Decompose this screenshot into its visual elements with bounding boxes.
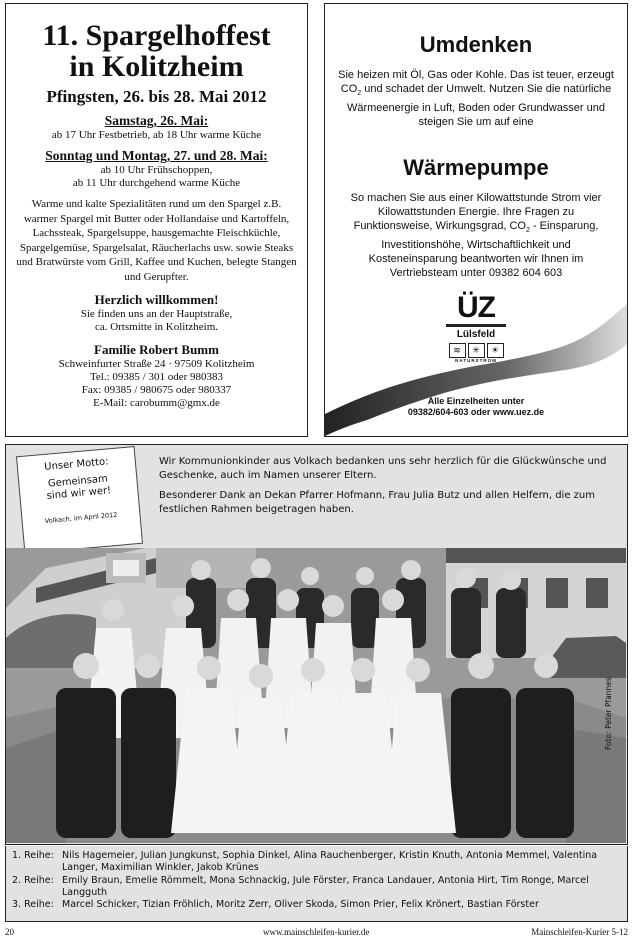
communion-announcement <box>5 444 628 845</box>
issue-label: Mainschleifen-Kurier 5-12 <box>531 927 628 937</box>
list-item: 1. Reihe: Nils Hagemeier, Julian Jungkunst, Sophia Dinkel, Alina Rauchenberger, Kristin Knuth, Antonia Memmel, Valentina Langer, Maximilian Winkler, Jakob Krünes <box>12 850 598 874</box>
family-name: Familie Robert Bumm <box>94 342 219 357</box>
spargelhoffest-ad <box>5 3 308 437</box>
uez-logo-name: Lülsfeld <box>456 329 496 341</box>
event-dates: Pfingsten, 26. bis 28. Mai 2012 <box>46 87 267 106</box>
logo-tagline: NATURSTROM <box>455 358 497 364</box>
uez-logo-mark: ÜZ <box>446 292 506 327</box>
waermepumpe-text: So machen Sie aus einer Kilowattstunde Strom vier Kilowattstunden Energie. Ihre Fragen zu Funktionsweise, Wirkungsgrad, $CO_2$ - Einsparung, Investitionshöhe, Wirtschaftlichkeit und Kosteneinsparung beantworten wir Ihnen im Vertriebsteam unter 09382 604 603 <box>350 192 602 280</box>
photo-credit: Foto: Peter Pfannes <box>604 677 613 750</box>
water-icon: ≋ <box>449 343 466 358</box>
email-address[interactable]: E-Mail: carobumm@gmx.de <box>93 397 220 409</box>
page-footer <box>5 927 628 939</box>
thanks-text <box>159 455 609 523</box>
list-item: 2. Reihe: Emily Braun, Emelie Römmelt, Mona Schnackig, Jule Förster, Franca Landauer, Antonia Hirt, Tim Ronge, Marcel Langguth <box>12 874 589 898</box>
welcome-line1: Sie finden uns an der Hauptstraße, <box>80 308 233 320</box>
waermepumpe-ad <box>324 3 628 437</box>
welcome-heading: Herzlich willkommen! <box>94 292 219 307</box>
umdenken-text: Sie heizen mit Öl, Gas oder Kohle. Das ist teuer, erzeugt $CO_2$ und schadet der Umwelt. Nutzen Sie die natürliche Wärmeenergie in Luft, Boden oder Grundwasser und steigen Sie um auf eine <box>338 69 614 129</box>
motto-text: Gemeinsam sind wir wer! <box>46 473 112 502</box>
telephone: Tel.: 09385 / 301 oder 980383 <box>89 371 224 383</box>
uez-logo <box>446 292 506 363</box>
thanks-paragraph: Wir Kommunionkinder aus Volkach bedanken uns sehr herzlich für die Glückwünsche und Geschenke, auch im Namen unserer Eltern. <box>159 456 607 481</box>
page-number: 20 <box>5 927 14 937</box>
address: Schweinfurter Straße 24 · 97509 Kolitzheim <box>58 358 255 370</box>
special-thanks-paragraph: Besonderer Dank an Dekan Pfarrer Hofmann, Frau Julia Butz und allen Helfern, die zum festlichen Rahmen beigetragen haben. <box>159 490 595 515</box>
logo-icons <box>446 343 506 358</box>
sun-mon-line2: ab 11 Uhr durchgehend warme Küche <box>72 177 241 189</box>
menu-text: Warme und kalte Spezialitäten rund um den Spargel z.B. warmer Spargel mit Butter oder Hollandaise und Kartoffeln, Lachssteak, Spargelsuppe, hausgemachte Fleischküchle, Spargelgemüse, Spargelsalat, Räucherlachs usw. sowie Steaks und Bratwürste vom Grill, Kaffee und Kuchen, belegte Stangen und Gerupfter. <box>16 198 297 283</box>
saturday-text: ab 17 Uhr Festbetrieb, ab 18 Uhr warme Küche <box>51 129 262 141</box>
welcome-line2: ca. Ortsmitte in Kolitzheim. <box>94 321 219 333</box>
motto-note <box>16 446 143 554</box>
sun-icon: ☀ <box>487 343 504 358</box>
ad-title: 11. Spargelhoffest in Kolitzheim <box>42 19 271 83</box>
group-photo <box>6 548 626 843</box>
umdenken-heading: Umdenken <box>419 32 533 57</box>
waermepumpe-heading: Wärmepumpe <box>403 155 549 181</box>
motto-heading: Unser Motto: <box>43 456 109 473</box>
motto-place: Volkach, im April 2012 <box>44 510 118 526</box>
saturday-heading: Samstag, 26. Mai: <box>104 113 209 128</box>
website-link[interactable]: www.mainschleifen-kurier.de <box>263 927 370 937</box>
wind-icon: ✳ <box>468 343 485 358</box>
fax: Fax: 09385 / 980675 oder 980337 <box>81 384 232 396</box>
names-list <box>5 846 628 922</box>
sun-mon-heading: Sonntag und Montag, 27. und 28. Mai: <box>45 148 268 163</box>
contact-link[interactable]: 09382/604-603 oder www.uez.de <box>407 407 545 417</box>
sun-mon-line1: ab 10 Uhr Frühschoppen, <box>100 164 213 176</box>
list-item: 3. Reihe: Marcel Schicker, Tizian Fröhlich, Moritz Zerr, Oliver Skoda, Simon Prier, Felix Krönert, Bastian Förster <box>12 899 539 911</box>
ad-footer: Alle Einzelheiten unter 09382/604-603 oder www.uez.de <box>325 396 627 418</box>
